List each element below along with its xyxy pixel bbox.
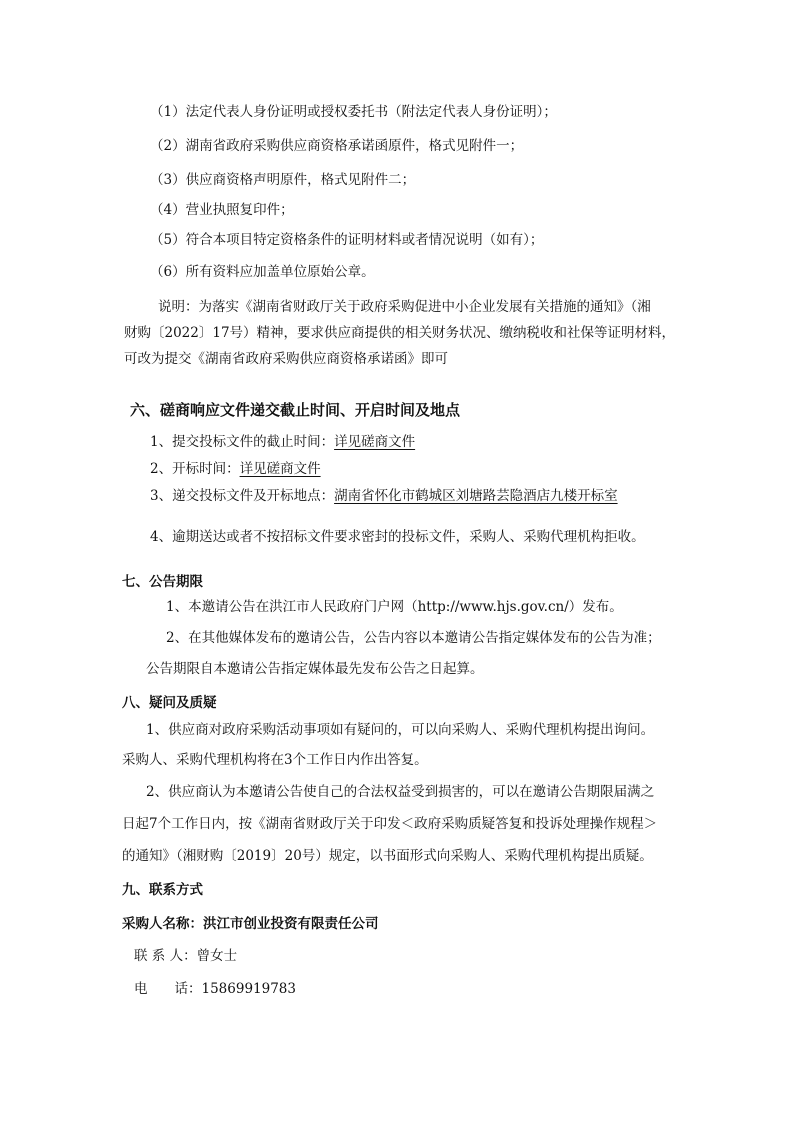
section-8-p2-line-3: 的通知》（湘财购〔2019〕20号）规定，以书面形式向采购人、采购代理机构提出质疑。 xyxy=(122,848,653,864)
section-8-title: 八、疑问及质疑 xyxy=(122,695,217,711)
list-item-5: （5）符合本项目特定资格条件的证明材料或者情况说明（如有）； xyxy=(150,232,544,248)
note-line-3: 可改为提交《湖南省政府采购供应商资格承诺函》即可 xyxy=(124,351,448,367)
section-8-p2-line-2: 日起7个工作日内，按《湖南省财政厅关于印发＜政府采购质疑答复和投诉处理操作规程＞ xyxy=(122,816,658,832)
list-item-4: （4）营业执照复印件； xyxy=(150,202,294,218)
list-item-1: （1）法定代表人身份证明或授权委托书（附法定代表人身份证明）； xyxy=(150,104,557,120)
list-item-2: （2）湖南省政府采购供应商资格承诺函原件，格式见附件一； xyxy=(150,138,524,154)
list-item-3: （3）供应商资格声明原件，格式见附件二； xyxy=(150,172,416,188)
section-6-item-1 xyxy=(150,432,415,452)
section-6-title: 六、磋商响应文件递交截止时间、开启时间及地点 xyxy=(130,401,461,419)
section-6-item-4: 4、逾期送达或者不按招标文件要求密封的投标文件，采购人、采购代理机构拒收。 xyxy=(150,529,645,545)
item-2-value: 详见磋商文件 xyxy=(239,461,321,477)
item-1-value: 详见磋商文件 xyxy=(334,434,416,450)
section-7-item-2: 2、在其他媒体发布的邀请公告，公告内容以本邀请公告指定媒体发布的公告为准； xyxy=(166,630,661,646)
list-item-6: （6）所有资料应加盖单位原始公章。 xyxy=(150,264,375,280)
purchaser-name: 采购人名称：洪江市创业投资有限责任公司 xyxy=(122,916,379,932)
contact-person: 联 系 人：曾女士 xyxy=(134,948,238,964)
section-7-item-3: 公告期限自本邀请公告指定媒体最先发布公告之日起算。 xyxy=(146,661,484,677)
section-9-title: 九、联系方式 xyxy=(122,882,203,898)
section-7-item-1: 1、本邀请公告在洪江市人民政府门户网（http://www.hjs.gov.cn/）发布。 xyxy=(166,599,623,615)
section-8-p2-line-1: 2、供应商认为本邀请公告使自己的合法权益受到损害的，可以在邀请公告期限届满之 xyxy=(146,784,655,800)
item-3-label: 3、递交投标文件及开标地点： xyxy=(150,488,335,504)
section-6-item-2 xyxy=(150,459,321,479)
note-line-2: 财购〔2022〕17号）精神，要求供应商提供的相关财务状况、缴纳税收和社保等证明材料， xyxy=(124,325,676,341)
phone-number: 15869919783 xyxy=(201,981,296,997)
note-line-1: 说明：为落实《湖南省财政厅关于政府采购促进中小企业发展有关措施的通知》（湘 xyxy=(158,299,651,315)
item-1-label: 1、提交投标文件的截止时间： xyxy=(150,434,335,450)
section-6-item-3 xyxy=(150,486,618,506)
phone-label: 电 话： xyxy=(134,981,202,997)
section-8-p1-line-1: 1、供应商对政府采购活动事项如有疑问的，可以向采购人、采购代理机构提出询问。 xyxy=(146,722,655,738)
section-7-title: 七、公告期限 xyxy=(122,574,203,590)
section-8-p1-line-2: 采购人、采购代理机构将在3个工作日内作出答复。 xyxy=(122,752,428,768)
item-3-value: 湖南省怀化市鹤城区刘塘路芸隐酒店九楼开标室 xyxy=(334,488,618,504)
item-2-label: 2、开标时间： xyxy=(150,461,240,477)
contact-phone xyxy=(134,979,296,999)
